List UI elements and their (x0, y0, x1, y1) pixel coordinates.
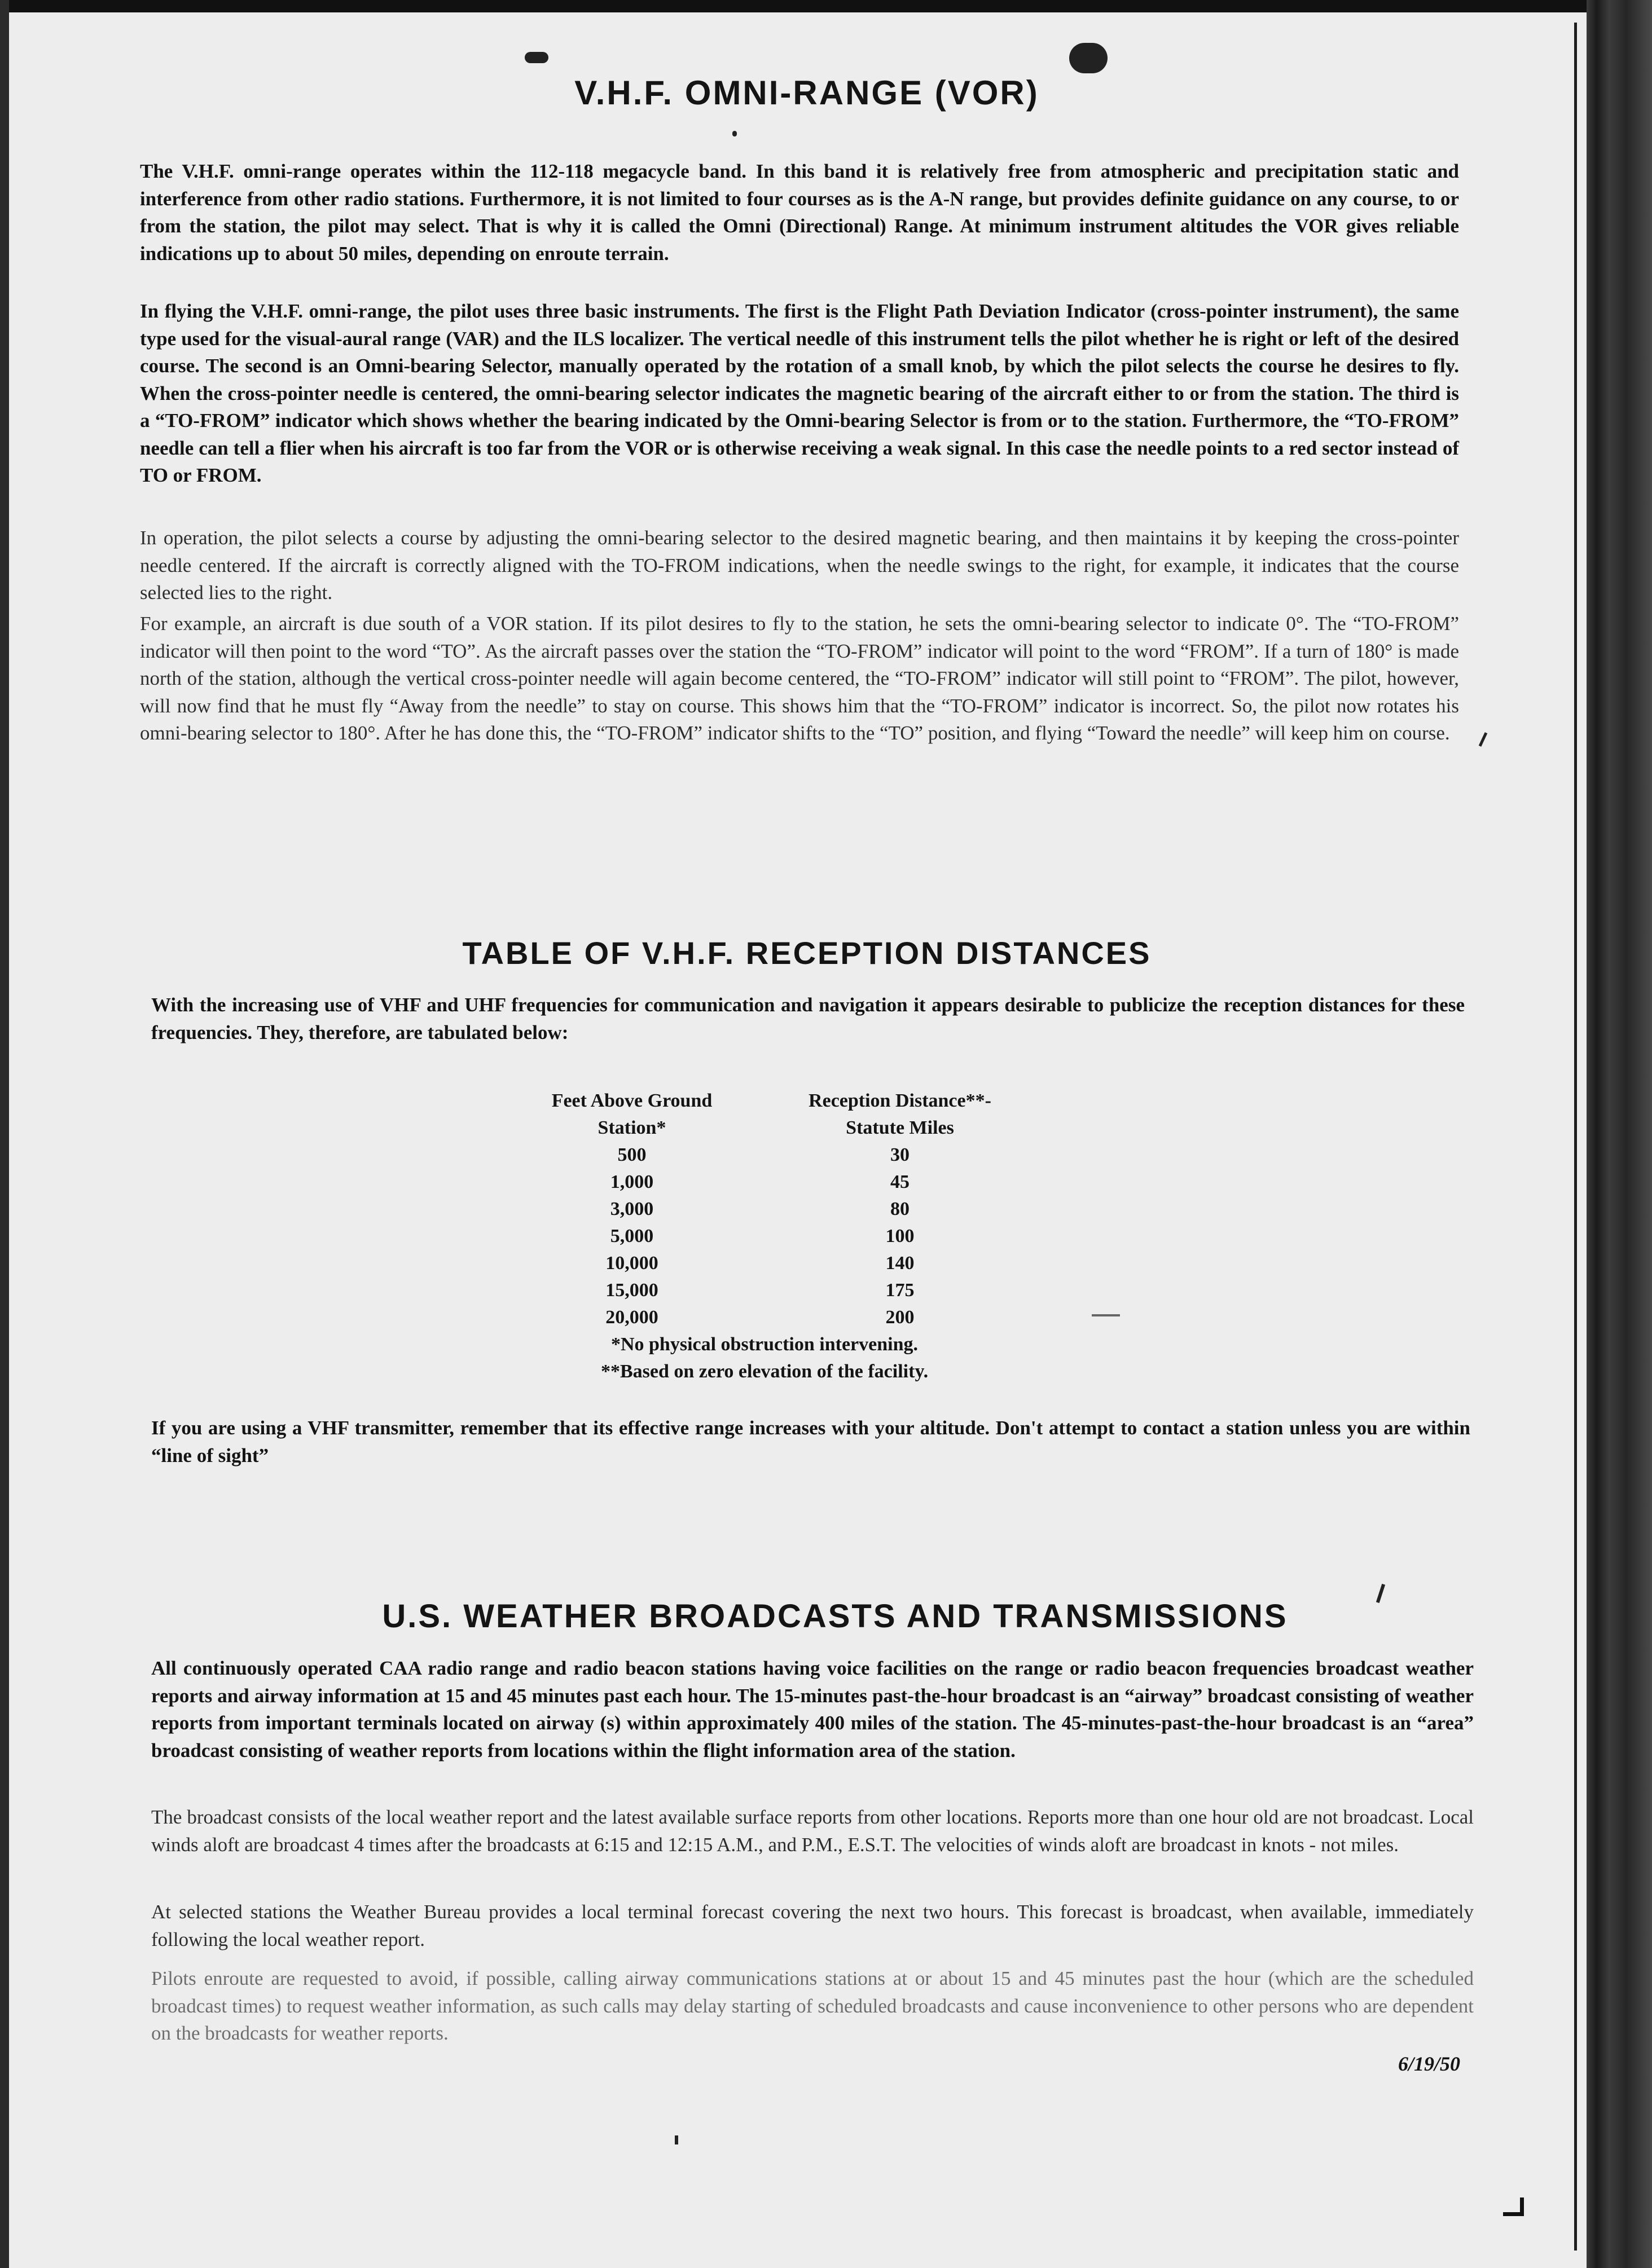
table-header (497, 1087, 1032, 1115)
table-row (497, 1196, 1032, 1223)
vor-paragraph-2: In flying the V.H.F. omni-range, the pilot uses three basic instruments. The first is the Flight Path Deviation Indicator (cross-pointer instrument), the same type used for the visual-aural range (VAR) and the ILS localizer. The vertical needle of this instrument tells the pilot whether he is right or left of the desired course. The second is an Omni-bearing Selector, manually operated by the rotation of a small knob, by which the pilot selects the course he desires to fly. When the cross-pointer needle is centered, the omni-bearing selector indicates the magnetic bearing of the aircraft either to or from the station. The third is a “TO-FROM” indicator which shows whether the bearing indicated by the Omni-bearing Selector is from or to the station. Furthermore, the “TO-FROM” needle can tell a flier when his aircraft is too far from the VOR or is otherwise receiving a weak signal. In this case the needle points to a red sector instead of TO or FROM. (140, 300, 1459, 486)
feet-above-ground-cell: 3,000 (610, 1199, 654, 1219)
reception-distance-cell: 30 (890, 1144, 910, 1165)
table-row (497, 1169, 1032, 1196)
reception-table (497, 1087, 1032, 1385)
feet-above-ground-cell: 500 (617, 1144, 647, 1165)
table-row (497, 1142, 1032, 1169)
table-footnote-1: *No physical obstruction intervening. (610, 1334, 919, 1355)
weather-paragraph-3: At selected stations the Weather Bureau provides a local terminal forecast covering the next two hours. This forecast is broadcast, when available, immediately following the local weather report. (151, 1901, 1474, 1950)
scan-edge-line (1574, 23, 1577, 2251)
vhf-transmitter-warning: If you are using a VHF transmitter, remember that its effective range increases with your altitude. Don't attempt to contact a station unless you are within “line of sight” (151, 1417, 1470, 1467)
feet-above-ground-cell: 20,000 (605, 1307, 658, 1328)
weather-paragraph-4: Pilots enroute are requested to avoid, if possible, calling airway communications stations at or about 15 and 45 minutes past the hour (which are the scheduled broadcast times) to request weather information, as such calls may delay starting of scheduled broadcasts and cause inconvenience to other persons who are dependent on the broadcasts for weather reports. (151, 1967, 1474, 2044)
scan-edge-top (0, 0, 1652, 12)
corner-mark (1503, 2197, 1524, 2216)
reception-distance-cell: 100 (885, 1226, 915, 1247)
col-feet-header-2: Station* (597, 1117, 666, 1138)
table-row (497, 1250, 1032, 1277)
weather-title: U.S. WEATHER BROADCASTS AND TRANSMISSIONS (382, 1598, 1288, 1635)
table-row (497, 1223, 1032, 1250)
feet-above-ground-cell: 15,000 (605, 1280, 658, 1301)
scan-speck (1376, 1584, 1385, 1603)
reception-intro: With the increasing use of VHF and UHF frequencies for communication and navigation it appears desirable to publicize the reception distances for these frequencies. They, therefore, are tabulated below: (151, 994, 1465, 1043)
weather-paragraph-1: All continuously operated CAA radio range and radio beacon stations having voice facilities on the range or radio beacon frequencies broadcast weather reports and airway information at 15 and 45 minutes past each hour. The 15-minutes past-the-hour broadcast is an “airway” broadcast consisting of weather reports from important terminals located on airway (s) within approximately 400 miles of the station. The 45-minutes-past-the-hour broadcast is an “area” broadcast consisting of weather reports from locations within the flight information area of the station. (151, 1657, 1474, 1761)
vor-paragraph-3: In operation, the pilot selects a course by adjusting the omni-bearing selector to the desired magnetic bearing, and then maintains it by keeping the cross-pointer needle centered. If the aircraft is correctly aligned with the TO-FROM indications, when the needle swings to the right, for example, it indicates that the course selected lies to the right. (140, 527, 1459, 604)
scan-edge-right (1587, 0, 1652, 2268)
col-miles-header-1: Reception Distance**- (809, 1090, 991, 1111)
col-miles-header-2: Statute Miles (846, 1117, 954, 1138)
table-footnote-2: **Based on zero elevation of the facility. (600, 1361, 929, 1382)
scan-speck (1069, 43, 1108, 73)
scan-speck (1092, 1314, 1120, 1316)
scan-speck (732, 131, 737, 136)
weather-paragraph-2: The broadcast consists of the local weather report and the latest available surface reports from other locations. Reports more than one hour old are not broadcast. Local winds aloft are broadcast 4 times after the broadcasts at 6:15 and 12:15 A.M., and P.M., E.S.T. The velocities of winds aloft are broadcast in knots - not miles. (151, 1806, 1474, 1856)
scan-edge-left (0, 0, 9, 2268)
reception-distance-cell: 175 (885, 1280, 915, 1301)
vor-paragraph-1: The V.H.F. omni-range operates within the 112-118 megacycle band. In this band it is relatively free from atmospheric and precipitation static and interference from other radio stations. Furthermore, it is not limited to four courses as is the A-N range, but provides definite guidance on any course, to or from the station, the pilot may select. That is why it is called the Omni (Directional) Range. At minimum instrument altitudes the VOR gives reliable indications up to about 50 miles, depending on enroute terrain. (140, 160, 1459, 265)
vor-title: V.H.F. OMNI-RANGE (VOR) (574, 74, 1039, 112)
table-row (497, 1277, 1032, 1304)
scan-speck (525, 52, 548, 63)
reception-title: TABLE OF V.H.F. RECEPTION DISTANCES (462, 935, 1152, 971)
scan-speck (1479, 732, 1488, 747)
table-body (497, 1142, 1032, 1331)
date-stamp: 6/19/50 (1398, 2053, 1461, 2075)
table-row (497, 1304, 1032, 1331)
col-feet-header-1: Feet Above Ground (551, 1090, 713, 1111)
reception-distance-cell: 140 (885, 1253, 915, 1274)
feet-above-ground-cell: 10,000 (605, 1253, 658, 1274)
vor-paragraph-4: For example, an aircraft is due south of a VOR station. If its pilot desires to fly to the station, he sets the omni-bearing selector to indicate 0°. The “TO-FROM” indicator will then point to the word “TO”. As the aircraft passes over the station the “TO-FROM” indicator will point to the word “FROM”. If a turn of 180° is made north of the station, although the vertical cross-pointer needle will again become centered, the “TO-FROM” indicator will still point to “FROM”. The pilot, however, will now find that he must fly “Away from the needle” to stay on course. This shows him that the “TO-FROM” indicator is incorrect. So, the pilot now rotates his omni-bearing selector to 180°. After he has done this, the “TO-FROM” indicator shifts to the “TO” position, and flying “Toward the needle” will keep him on course. (140, 613, 1459, 744)
feet-above-ground-cell: 1,000 (610, 1172, 654, 1192)
feet-above-ground-cell: 5,000 (610, 1226, 654, 1247)
reception-distance-cell: 80 (890, 1199, 910, 1219)
scan-speck (675, 2135, 678, 2144)
reception-distance-cell: 200 (885, 1307, 915, 1328)
table-header (497, 1115, 1032, 1142)
reception-distance-cell: 45 (890, 1172, 910, 1192)
